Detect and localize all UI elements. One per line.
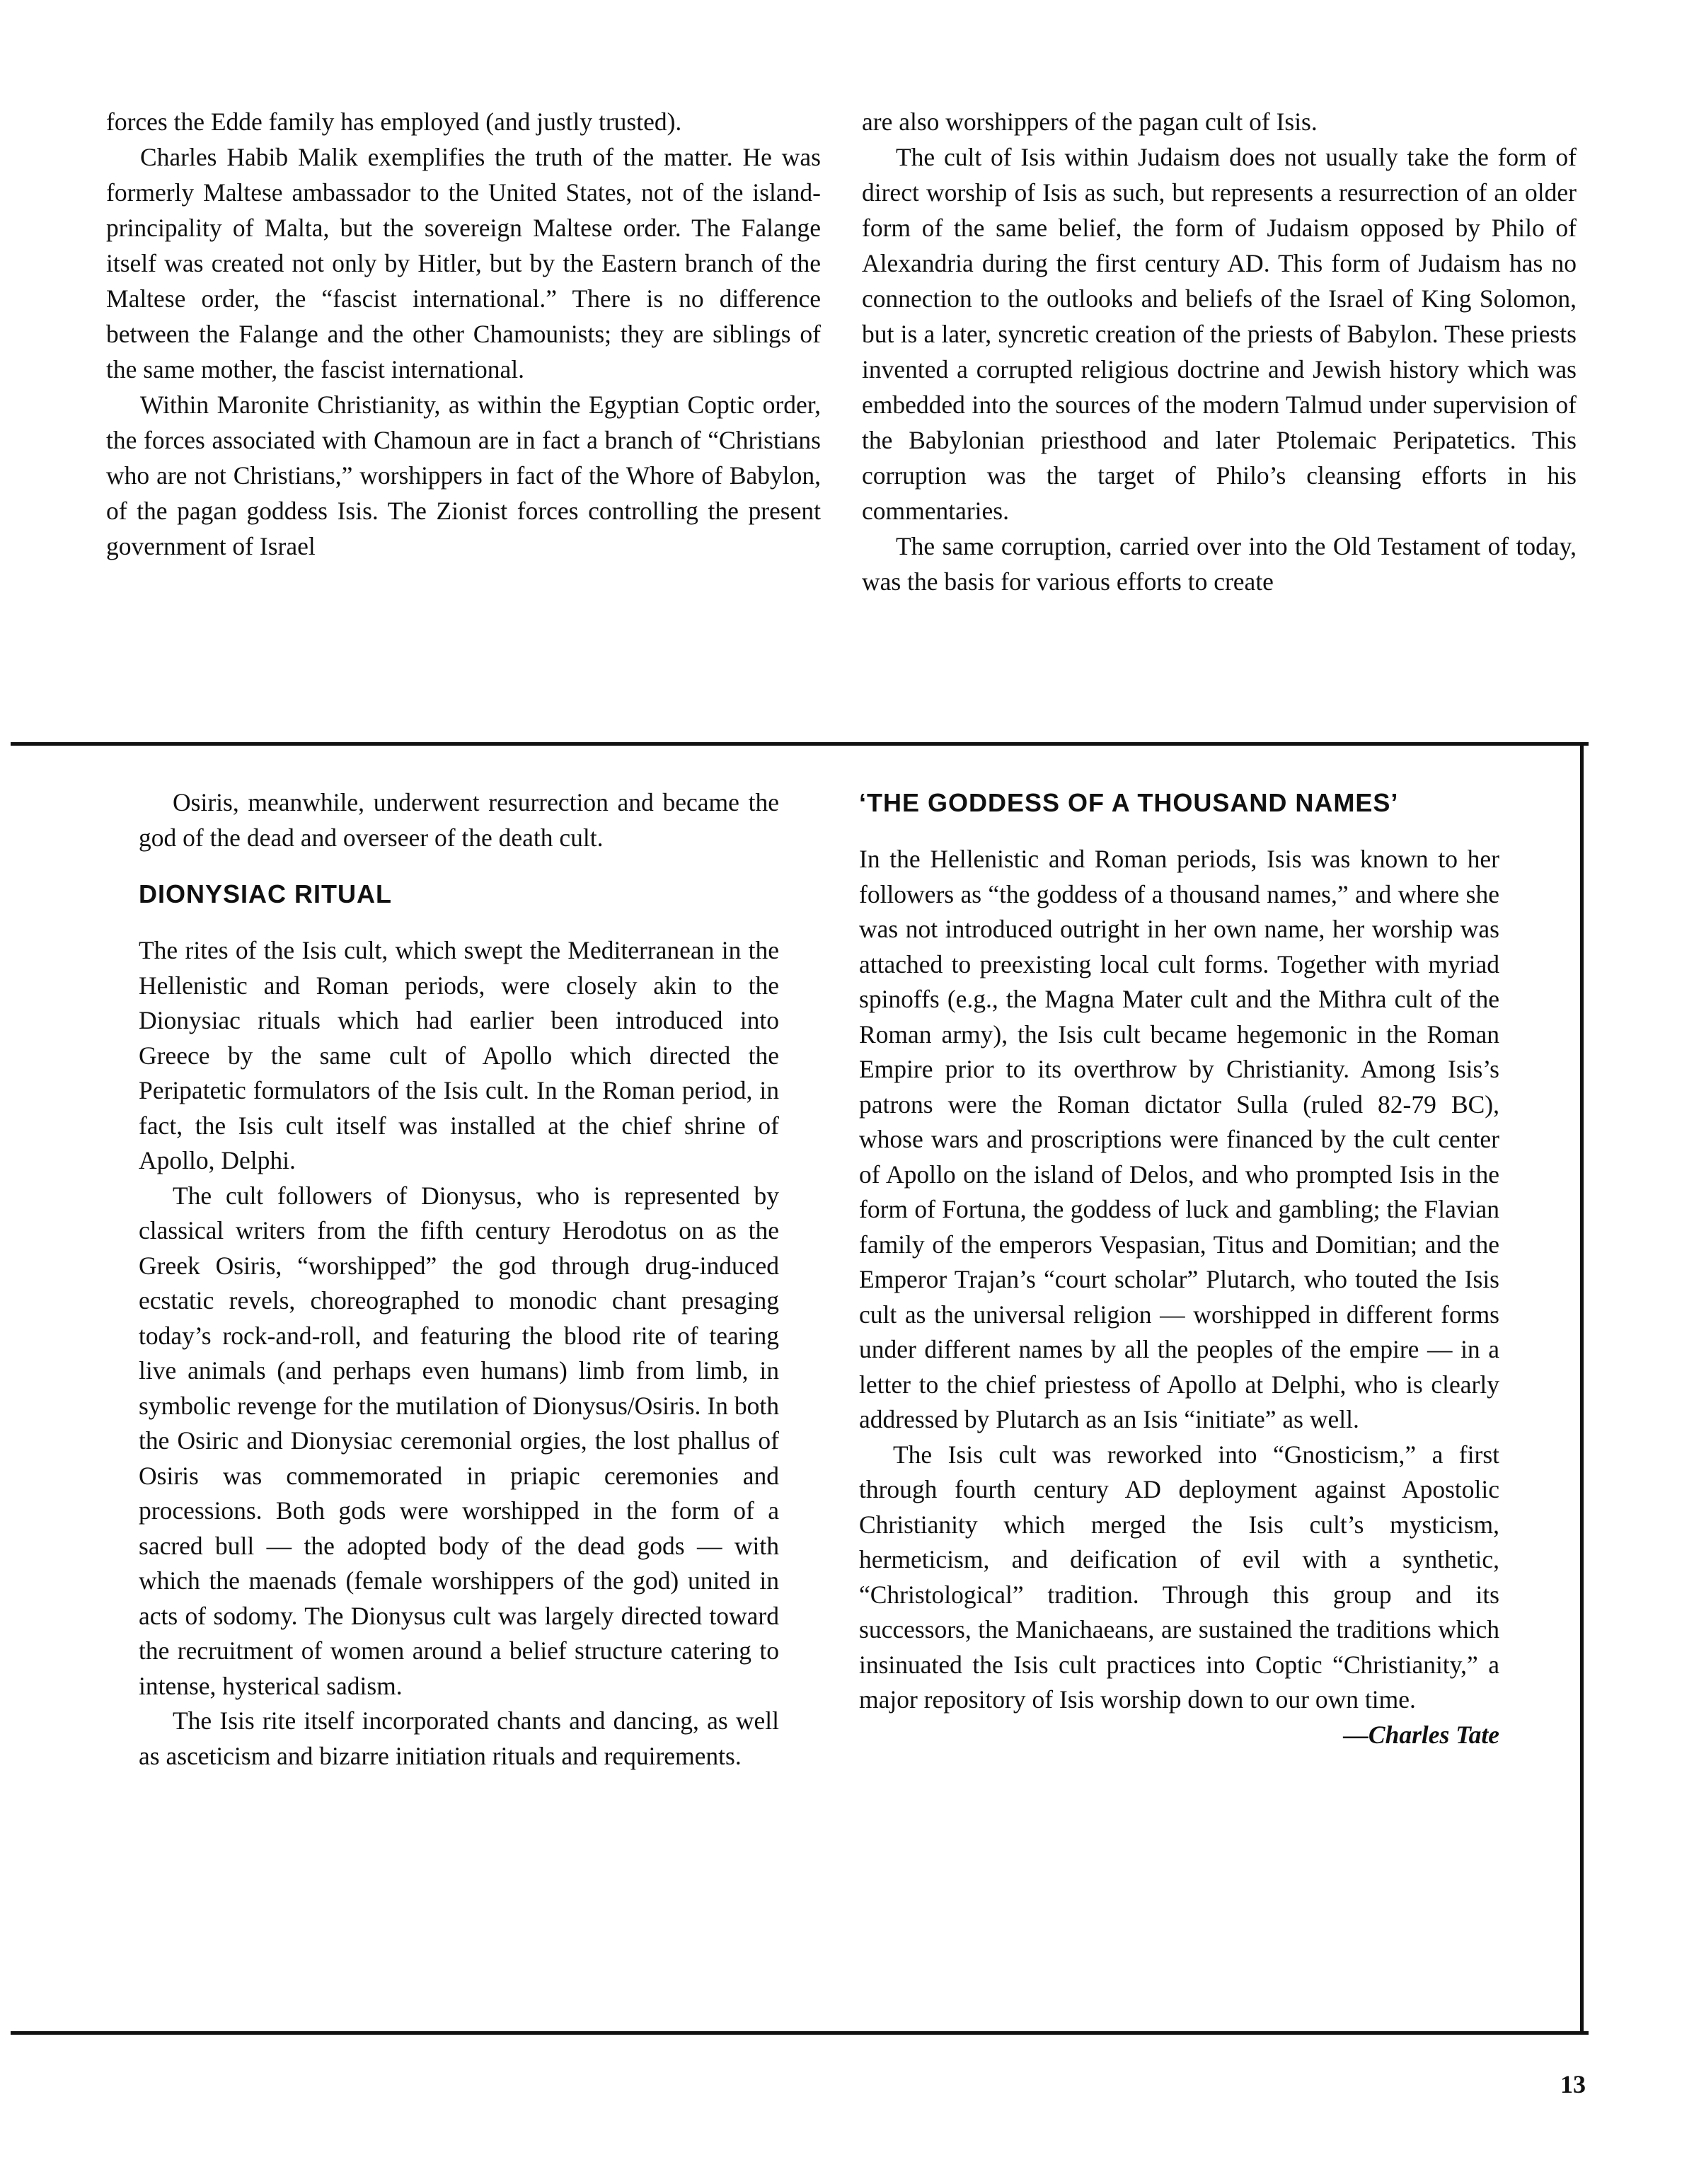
sidebar-column-right xyxy=(859,785,1499,1752)
article-column-right xyxy=(862,104,1577,599)
article-paragraph: Within Maronite Christianity, as within the Egyptian Coptic order, the forces associated with Chamoun are in fact a branch of “Christians who are not Christians,” worshippers in fact of the Whore of Babylon, of the pagan goddess Isis. The Zionist forces controlling the present government of Israel xyxy=(106,391,821,560)
article-paragraph: The cult of Isis within Judaism does not usually take the form of direct worship of Isis as such, but represents a resurrection of an older form of the same belief, the form of Judaism opposed by Philo of Alexandria during the first century AD. This form of Judaism has no connection to the outlooks and beliefs of the Israel of King Solomon, but is a later, syncretic creation of the priests of Babylon. These priests invented a corrupted religious doctrine and Jewish history which was embedded into the sources of the modern Talmud under supervision of the Babylonian priesthood and later Ptolemaic Peripatetics. This corruption was the target of Philo’s cleansing efforts in his commentaries. xyxy=(862,143,1577,525)
sidebar-right-rule xyxy=(1580,742,1584,2035)
article-column-left xyxy=(106,104,821,564)
article-paragraph: Charles Habib Malik exemplifies the truth of the matter. He was formerly Maltese ambassador to the United States, not of the island-principality of Malta, but the sovereign Maltese order. The Falange itself was created not only by Hitler, but by the Eastern branch of the Maltese order, the “fascist international.” There is no difference between the Falange and the other Chamounists; they are siblings of the same mother, the fascist international. xyxy=(106,143,821,383)
sidebar-paragraph: The cult followers of Dionysus, who is represented by classical writers from the fifth century Herodotus on as the Greek Osiris, “worshipped” the god through drug-induced ecstatic revels, choreographed to monodic chant presaging today’s rock-and-roll, and featuring the blood rite of tearing live animals (and perhaps even humans) limb from limb, in symbolic revenge for the mutilation of Dionysus/Osiris. In both the Osiric and Dionysiac ceremonial orgies, the lost phallus of Osiris was commemorated in priapic ceremonies and processions. Both gods were worshipped in the form of a sacred bull — the adopted body of the dead gods — with which the maenads (female worshippers of the god) united in acts of sodomy. The Dionysus cult was largely directed toward the recruitment of women around a belief structure catering to intense, hysterical sadism. xyxy=(139,1181,779,1700)
section-heading-goddess-of-a-thousand-names: ‘THE GODDESS OF A THOUSAND NAMES’ xyxy=(859,788,1399,817)
section-heading-dionysiac-ritual: DIONYSIAC RITUAL xyxy=(139,879,392,908)
article-paragraph: are also worshippers of the pagan cult of Isis. xyxy=(862,108,1318,136)
sidebar-paragraph: The Isis rite itself incorporated chants and dancing, as well as asceticism and bizarre initiation rituals and requirements. xyxy=(139,1706,779,1770)
author-signature: —Charles Tate xyxy=(1343,1720,1499,1749)
sidebar-paragraph: The Isis cult was reworked into “Gnosticism,” a first through fourth century AD deployment against Apostolic Christianity which merged the Isis cult’s mysticism, hermeticism, and deification of evil with a synthetic, “Christological” tradition. Through this group and its successors, the Manichaeans, are sustained the traditions which insinuated the Isis cult practices into Coptic “Christianity,” a major repository of Isis worship down to our own time. xyxy=(859,1440,1499,1714)
sidebar-bottom-rule xyxy=(11,2031,1589,2035)
sidebar-intro-paragraph: Osiris, meanwhile, underwent resurrection and became the god of the dead and overseer of the death cult. xyxy=(139,788,779,852)
page-number: 13 xyxy=(1560,2070,1586,2098)
sidebar-paragraph: The rites of the Isis cult, which swept the Mediterranean in the Hellenistic and Roman periods, were closely akin to the Dionysiac rituals which had earlier been introduced into Greece by the same cult of Apollo which directed the Peripatetic formulators of the Isis cult. In the Roman period, in fact, the Isis cult itself was installed at the chief shrine of Apollo, Delphi. xyxy=(139,936,779,1174)
sidebar-column-left xyxy=(139,785,779,1774)
sidebar-top-rule xyxy=(11,742,1589,746)
article-paragraph: The same corruption, carried over into the Old Testament of today, was the basis for various efforts to create xyxy=(862,532,1577,596)
article-paragraph: forces the Edde family has employed (and justly trusted). xyxy=(106,108,682,136)
sidebar-paragraph: In the Hellenistic and Roman periods, Isis was known to her followers as “the goddess of a thousand names,” and where she was not introduced outright in her own name, her worship was attached to preexisting local cult forms. Together with myriad spinoffs (e.g., the Magna Mater cult and the Mithra cult of the Roman army), the Isis cult became hegemonic in the Roman Empire prior to its overthrow by Christianity. Among Isis’s patrons were the Roman dictator Sulla (ruled 82-79 BC), whose wars and proscriptions were financed by the cult center of Apollo on the island of Delos, and who prompted Isis in the form of Fortuna, the goddess of luck and gambling; the Flavian family of the emperors Vespasian, Titus and Domitian; and the Emperor Trajan’s “court scholar” Plutarch, who touted the Isis cult as the universal religion — worshipped in different forms under different names by all the peoples of the empire — in a letter to the chief priestess of Apollo at Delphi, who is clearly addressed by Plutarch as an Isis “initiate” as well. xyxy=(859,845,1499,1433)
